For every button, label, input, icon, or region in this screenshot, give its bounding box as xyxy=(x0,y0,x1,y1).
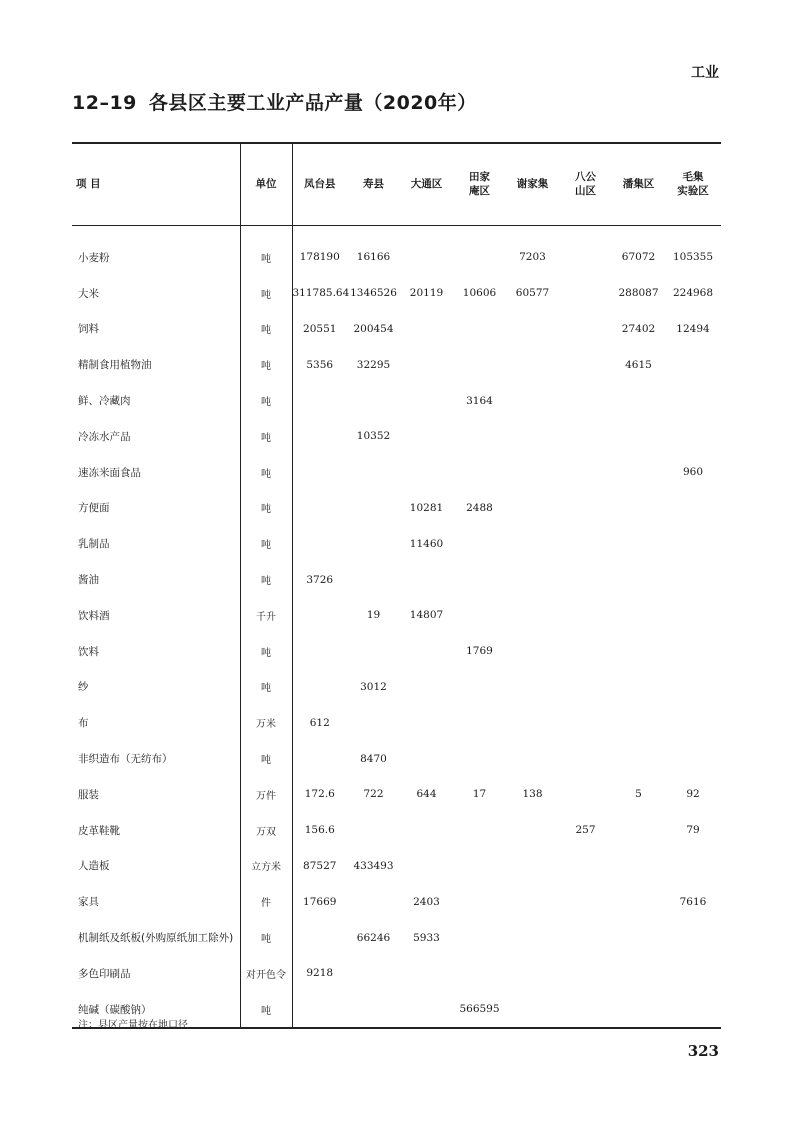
row-unit: 吨 xyxy=(240,347,292,383)
row-unit: 立方米 xyxy=(240,848,292,884)
row-value-cell xyxy=(612,562,665,598)
production-table xyxy=(72,142,721,1029)
row-value-cell xyxy=(612,920,665,956)
row-value-cell xyxy=(347,812,400,848)
row-unit: 吨 xyxy=(240,669,292,705)
row-value-cell xyxy=(292,669,347,705)
row-value-cell xyxy=(400,812,453,848)
row-value-cell xyxy=(453,347,506,383)
column-header-county: 毛集 实验区 xyxy=(665,143,721,225)
row-value-cell xyxy=(506,454,559,490)
row-unit: 吨 xyxy=(240,920,292,956)
row-value-cell xyxy=(559,225,612,275)
row-unit: 吨 xyxy=(240,741,292,777)
row-value-cell: 20119 xyxy=(409,287,444,300)
row-value-cell xyxy=(665,562,721,598)
row-value-cell xyxy=(453,812,506,848)
section-label: 工业 xyxy=(691,65,719,81)
row-value-cell xyxy=(400,562,453,598)
row-value-cell: 1769 xyxy=(466,645,493,658)
row-value-cell xyxy=(559,884,612,920)
column-header-county: 谢家集 xyxy=(506,143,559,225)
row-unit: 吨 xyxy=(240,225,292,275)
row-value-cell xyxy=(612,633,665,669)
row-value-cell: 5356 xyxy=(306,358,334,371)
row-value-cell xyxy=(612,490,665,526)
table-row xyxy=(72,225,721,275)
row-value-cell: 612 xyxy=(309,716,330,729)
row-value-cell xyxy=(453,884,506,920)
row-value-cell: 288087 xyxy=(618,287,659,300)
row-value-cell: 10606 xyxy=(462,287,497,300)
row-value-cell: 20551 xyxy=(303,322,337,335)
row-value-cell xyxy=(506,526,559,562)
row-value-cell xyxy=(506,669,559,705)
row-value-cell xyxy=(559,741,612,777)
row-value-cell: 14807 xyxy=(409,609,444,622)
row-value-cell xyxy=(453,597,506,633)
row-item-label: 精制食用植物油 xyxy=(72,347,240,383)
table-row xyxy=(72,311,721,347)
page-number: 323 xyxy=(687,1042,719,1060)
row-item-label: 乳制品 xyxy=(72,526,240,562)
row-value-cell: 16166 xyxy=(356,251,391,264)
row-value-cell xyxy=(559,383,612,419)
row-value-cell: 66246 xyxy=(356,931,391,944)
row-value-cell xyxy=(347,705,400,741)
row-value-cell: 3164 xyxy=(466,394,493,407)
row-value-cell: 7203 xyxy=(519,251,546,264)
row-value-cell: 722 xyxy=(363,788,384,801)
row-value-cell xyxy=(453,741,506,777)
row-value-cell xyxy=(506,848,559,884)
row-value-cell xyxy=(506,741,559,777)
table-body xyxy=(72,225,721,1028)
row-value-cell xyxy=(400,705,453,741)
row-unit: 件 xyxy=(240,884,292,920)
table-row xyxy=(72,418,721,454)
page-title xyxy=(72,88,477,115)
column-header-county: 凤台县 xyxy=(292,143,347,225)
row-value-cell: 644 xyxy=(416,788,437,801)
row-value-cell xyxy=(612,526,665,562)
table-row xyxy=(72,705,721,741)
row-value-cell xyxy=(506,812,559,848)
row-value-cell: 60577 xyxy=(515,287,550,300)
row-item-label: 纯碱（碳酸钠） xyxy=(72,991,240,1028)
row-value-cell xyxy=(612,955,665,991)
row-value-cell: 32295 xyxy=(356,358,391,371)
column-header-county: 潘集区 xyxy=(612,143,665,225)
row-value-cell xyxy=(506,347,559,383)
row-value-cell xyxy=(559,275,612,311)
row-value-cell xyxy=(506,991,559,1028)
row-value-cell: 3726 xyxy=(306,573,334,586)
row-value-cell xyxy=(665,347,721,383)
row-value-cell xyxy=(559,848,612,884)
column-header-unit: 单位 xyxy=(240,143,292,225)
row-item-label: 鲜、冷藏肉 xyxy=(72,383,240,419)
column-header-county: 寿县 xyxy=(347,143,400,225)
row-value-cell: 2403 xyxy=(413,895,440,908)
row-value-cell: 105355 xyxy=(672,251,714,264)
row-value-cell xyxy=(665,920,721,956)
row-value-cell: 12494 xyxy=(676,322,710,335)
row-unit: 吨 xyxy=(240,633,292,669)
row-item-label: 方便面 xyxy=(72,490,240,526)
table-row xyxy=(72,347,721,383)
row-value-cell xyxy=(559,920,612,956)
row-value-cell xyxy=(506,705,559,741)
row-item-label: 速冻米面食品 xyxy=(72,454,240,490)
row-value-cell xyxy=(453,418,506,454)
row-value-cell xyxy=(453,955,506,991)
row-value-cell xyxy=(559,991,612,1028)
row-value-cell xyxy=(292,418,347,454)
row-value-cell xyxy=(400,311,453,347)
row-value-cell xyxy=(506,562,559,598)
table-title: 各县区主要工业产品产量（2020年） xyxy=(148,92,477,114)
table-row xyxy=(72,848,721,884)
row-value-cell xyxy=(559,454,612,490)
row-value-cell xyxy=(292,490,347,526)
table-row xyxy=(72,741,721,777)
table-row xyxy=(72,383,721,419)
row-value-cell: 8470 xyxy=(360,752,387,765)
row-item-label: 大米 xyxy=(72,275,240,311)
row-value-cell xyxy=(559,955,612,991)
row-value-cell xyxy=(612,991,665,1028)
table-row xyxy=(72,562,721,598)
row-value-cell: 2488 xyxy=(466,501,493,514)
row-value-cell xyxy=(559,490,612,526)
row-value-cell xyxy=(506,597,559,633)
table-row xyxy=(72,812,721,848)
row-value-cell xyxy=(665,955,721,991)
table-row xyxy=(72,526,721,562)
row-value-cell xyxy=(559,311,612,347)
table-row xyxy=(72,633,721,669)
row-unit: 吨 xyxy=(240,454,292,490)
row-value-cell: 10281 xyxy=(409,501,444,514)
row-item-label: 纱 xyxy=(72,669,240,705)
row-value-cell xyxy=(665,705,721,741)
row-value-cell xyxy=(506,920,559,956)
row-value-cell xyxy=(453,225,506,275)
row-value-cell xyxy=(665,848,721,884)
row-value-cell: 4615 xyxy=(625,358,652,371)
row-value-cell: 17 xyxy=(472,788,487,801)
row-value-cell xyxy=(559,776,612,812)
row-value-cell xyxy=(559,705,612,741)
row-value-cell xyxy=(612,741,665,777)
row-value-cell xyxy=(665,669,721,705)
row-unit: 吨 xyxy=(240,526,292,562)
row-value-cell xyxy=(665,526,721,562)
row-value-cell xyxy=(506,884,559,920)
row-value-cell: 92 xyxy=(686,788,700,801)
row-value-cell: 178190 xyxy=(299,251,340,264)
row-value-cell xyxy=(612,848,665,884)
row-value-cell xyxy=(612,454,665,490)
row-value-cell: 224968 xyxy=(672,287,714,300)
row-value-cell: 9218 xyxy=(306,967,334,980)
row-unit: 万件 xyxy=(240,776,292,812)
row-value-cell: 7616 xyxy=(679,895,707,908)
row-value-cell: 960 xyxy=(682,466,704,479)
row-unit: 吨 xyxy=(240,383,292,419)
row-item-label: 服装 xyxy=(72,776,240,812)
table-number: 12–19 xyxy=(72,92,137,114)
row-value-cell xyxy=(347,884,400,920)
row-value-cell xyxy=(400,848,453,884)
row-item-label: 布 xyxy=(72,705,240,741)
row-value-cell xyxy=(612,705,665,741)
row-value-cell xyxy=(559,562,612,598)
row-value-cell xyxy=(400,633,453,669)
row-unit: 吨 xyxy=(240,991,292,1028)
row-value-cell xyxy=(453,562,506,598)
column-header-county: 八公 山区 xyxy=(559,143,612,225)
row-value-cell xyxy=(453,705,506,741)
row-value-cell: 87527 xyxy=(303,859,337,872)
data-table-container xyxy=(72,142,721,1029)
row-value-cell xyxy=(665,741,721,777)
row-value-cell xyxy=(347,454,400,490)
row-item-label: 饮料酒 xyxy=(72,597,240,633)
column-header-county: 大通区 xyxy=(400,143,453,225)
row-value-cell xyxy=(612,383,665,419)
row-value-cell xyxy=(612,597,665,633)
row-value-cell xyxy=(292,597,347,633)
row-value-cell: 27402 xyxy=(621,322,656,335)
row-value-cell xyxy=(347,383,400,419)
row-value-cell xyxy=(347,562,400,598)
row-value-cell xyxy=(559,418,612,454)
row-value-cell xyxy=(612,812,665,848)
row-value-cell xyxy=(347,991,400,1028)
row-item-label: 皮革鞋靴 xyxy=(72,812,240,848)
row-value-cell: 5 xyxy=(635,788,642,801)
row-value-cell xyxy=(292,741,347,777)
table-row xyxy=(72,275,721,311)
row-value-cell: 5933 xyxy=(413,931,440,944)
row-item-label: 饲料 xyxy=(72,311,240,347)
row-value-cell: 10352 xyxy=(356,430,391,443)
row-unit: 吨 xyxy=(240,275,292,311)
row-item-label: 多色印刷品 xyxy=(72,955,240,991)
row-value-cell xyxy=(612,669,665,705)
row-value-cell xyxy=(347,955,400,991)
row-value-cell xyxy=(506,383,559,419)
row-value-cell xyxy=(400,383,453,419)
row-value-cell: 17669 xyxy=(303,895,337,908)
row-value-cell xyxy=(506,311,559,347)
table-row xyxy=(72,776,721,812)
row-unit: 对开色令 xyxy=(240,955,292,991)
row-value-cell xyxy=(400,955,453,991)
row-value-cell: 67072 xyxy=(621,251,656,264)
row-value-cell xyxy=(665,597,721,633)
row-value-cell xyxy=(612,418,665,454)
row-value-cell xyxy=(612,884,665,920)
row-item-label: 家具 xyxy=(72,884,240,920)
row-unit: 万米 xyxy=(240,705,292,741)
row-value-cell: 566595 xyxy=(453,991,506,1028)
row-value-cell xyxy=(559,526,612,562)
table-row xyxy=(72,490,721,526)
row-unit: 吨 xyxy=(240,418,292,454)
table-row xyxy=(72,884,721,920)
row-value-cell xyxy=(665,490,721,526)
row-value-cell: 257 xyxy=(575,824,596,837)
row-value-cell xyxy=(665,383,721,419)
row-value-cell xyxy=(292,991,347,1028)
row-value-cell xyxy=(506,633,559,669)
row-value-cell: 1346526 xyxy=(350,287,397,300)
row-item-label: 饮料 xyxy=(72,633,240,669)
table-row xyxy=(72,920,721,956)
row-value-cell: 11460 xyxy=(409,537,444,550)
row-unit: 万双 xyxy=(240,812,292,848)
row-value-cell: 311785.64 xyxy=(292,287,350,300)
table-row xyxy=(72,597,721,633)
row-value-cell xyxy=(292,383,347,419)
table-row xyxy=(72,955,721,991)
table-header-row xyxy=(72,143,721,225)
row-value-cell xyxy=(400,991,453,1028)
row-value-cell xyxy=(559,347,612,383)
row-value-cell xyxy=(347,490,400,526)
row-value-cell: 138 xyxy=(522,788,543,801)
row-value-cell xyxy=(400,741,453,777)
row-unit: 吨 xyxy=(240,562,292,598)
row-unit: 吨 xyxy=(240,311,292,347)
row-value-cell xyxy=(506,955,559,991)
row-value-cell xyxy=(292,920,347,956)
column-header-item: 项 目 xyxy=(72,143,240,225)
row-value-cell xyxy=(400,225,453,275)
row-value-cell: 19 xyxy=(366,609,381,622)
row-value-cell xyxy=(665,633,721,669)
row-value-cell xyxy=(559,669,612,705)
row-value-cell: 79 xyxy=(686,824,700,837)
row-value-cell xyxy=(559,633,612,669)
row-value-cell xyxy=(400,454,453,490)
row-item-label: 冷冻水产品 xyxy=(72,418,240,454)
row-value-cell xyxy=(400,669,453,705)
row-value-cell: 172.6 xyxy=(304,788,335,801)
column-header-county: 田家 庵区 xyxy=(453,143,506,225)
row-value-cell xyxy=(453,920,506,956)
row-value-cell xyxy=(453,454,506,490)
row-value-cell: 200454 xyxy=(353,322,394,335)
row-value-cell: 3012 xyxy=(360,680,387,693)
row-value-cell xyxy=(347,633,400,669)
row-value-cell: 156.6 xyxy=(304,824,335,837)
row-value-cell xyxy=(453,311,506,347)
row-value-cell xyxy=(559,597,612,633)
row-unit: 千升 xyxy=(240,597,292,633)
row-value-cell xyxy=(400,418,453,454)
row-value-cell: 433493 xyxy=(353,859,394,872)
row-value-cell xyxy=(453,848,506,884)
row-value-cell xyxy=(506,418,559,454)
row-value-cell xyxy=(453,669,506,705)
row-unit: 吨 xyxy=(240,490,292,526)
row-item-label: 酱油 xyxy=(72,562,240,598)
row-value-cell xyxy=(292,633,347,669)
row-value-cell xyxy=(292,454,347,490)
row-value-cell xyxy=(665,418,721,454)
row-item-label: 小麦粉 xyxy=(72,225,240,275)
row-value-cell xyxy=(400,347,453,383)
row-item-label: 非织造布（无纺布） xyxy=(72,741,240,777)
table-row xyxy=(72,669,721,705)
footnote: 注：县区产量按在地口径 xyxy=(78,1020,188,1031)
row-value-cell xyxy=(292,526,347,562)
row-value-cell xyxy=(506,490,559,526)
row-value-cell xyxy=(453,526,506,562)
row-item-label: 机制纸及纸板(外购原纸加工除外) xyxy=(72,920,240,956)
row-item-label: 人造板 xyxy=(72,848,240,884)
table-row xyxy=(72,454,721,490)
row-value-cell xyxy=(347,526,400,562)
row-value-cell xyxy=(665,991,721,1028)
